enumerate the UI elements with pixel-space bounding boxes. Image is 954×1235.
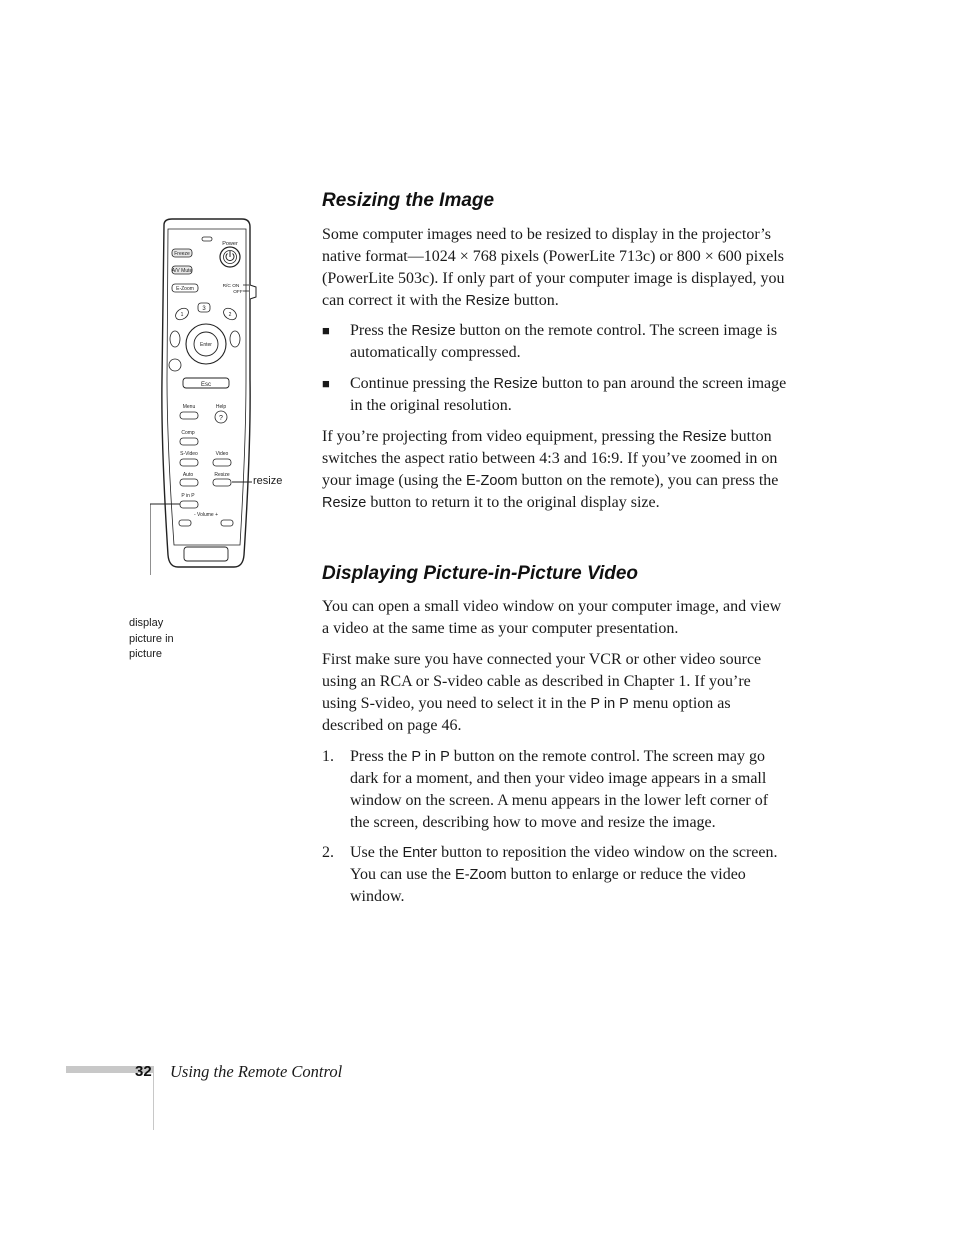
numbered-step: 2. Use the Enter button to reposition the video window on the screen. You can use the E-Zoom button to enlarge or reduce the video window.: [322, 844, 778, 905]
remote-label-volume: - Volume +: [193, 512, 219, 518]
remote-label-off: OFF: [233, 290, 243, 295]
paragraph-resize-intro: Some computer images need to be resized to display in the projector’s native format—1024 × 768 pixels (PowerLite 713c) or 800 × 600 pixels (PowerLite 503c). If only part of your computer image is displayed, you can correct it with the Resize button.: [322, 226, 785, 309]
keyword-e-zoom: E-Zoom: [455, 867, 507, 883]
bullet-item: ■ Press the Resize button on the remote control. The screen image is automatically compressed.: [322, 322, 778, 361]
callout-pinp-line1: display: [129, 617, 164, 629]
keyword-p-in-p: P in P: [590, 696, 629, 712]
callout-display-picture-in-picture: [129, 616, 174, 663]
page-number: 32: [135, 1063, 152, 1080]
footer-divider: [153, 1066, 154, 1130]
paragraph-video-aspect: If you’re projecting from video equipment, pressing the Resize button switches the aspect ratio between 4:3 and 16:9. If you’ve zoomed in on your image (using the E-Zoom button on the remote), you can press the Resize button to return it to the original display size.: [322, 428, 779, 511]
keyword-p-in-p: P in P: [411, 749, 450, 765]
keyword-e-zoom: E-Zoom: [465, 473, 518, 489]
remote-label-power: Power: [222, 241, 238, 247]
keyword-enter: Enter: [402, 845, 438, 861]
remote-label-p-in-p: P in P: [181, 493, 195, 499]
remote-label-rc-on: R/C ON: [222, 284, 240, 289]
keyword-resize: Resize: [493, 376, 538, 392]
remote-help-question-icon: ?: [219, 415, 223, 422]
remote-label-auto: Auto: [182, 472, 194, 478]
remote-label-esc: Esc: [200, 382, 212, 388]
bullet-marker: ■: [322, 323, 330, 338]
callout-pinp-line3: picture: [129, 648, 163, 660]
remote-label-s-video: S-Video: [180, 451, 198, 457]
remote-label-menu: Menu: [182, 404, 196, 410]
bullet-item: ■ Continue pressing the Resize button to pan around the screen image in the original resolution.: [322, 375, 787, 414]
remote-label-enter: Enter: [200, 342, 212, 348]
keyword-resize: Resize: [411, 323, 456, 339]
remote-label-comp: Comp: [181, 430, 195, 436]
remote-label-av-mute: A/V Mute: [171, 268, 193, 274]
paragraph-pip-intro: You can open a small video window on your computer image, and view a video at the same time as your computer presentation.: [322, 598, 782, 637]
section-heading-resizing: Resizing the Image: [322, 190, 495, 211]
keyword-resize: Resize: [465, 293, 510, 309]
step-number: 1.: [322, 748, 334, 765]
callout-resize: resize: [253, 475, 283, 487]
section-heading-pip: Displaying Picture-in-Picture Video: [322, 563, 639, 584]
remote-label-help: Help: [215, 404, 227, 410]
running-footer-title: Using the Remote Control: [170, 1062, 343, 1081]
numbered-step: 1. Press the P in P button on the remote control. The screen may go dark for a moment, and then your video image appears in a small window on the screen. A menu appears in the lower left corner of the screen, describing how to move and resize the image.: [322, 748, 769, 831]
remote-label-num-2: 2: [228, 312, 232, 318]
keyword-resize: Resize: [682, 429, 727, 445]
bullet-marker: ■: [322, 376, 330, 391]
remote-label-video: Video: [215, 451, 229, 457]
remote-label-num-3: 3: [202, 306, 206, 312]
remote-control-illustration: [150, 215, 310, 575]
remote-label-resize: Resize: [214, 472, 230, 478]
remote-label-e-zoom: E-Zoom: [176, 286, 194, 292]
step-number: 2.: [322, 844, 334, 861]
paragraph-pip-setup: First make sure you have connected your VCR or other video source using an RCA or S-video cable as described in Chapter 1. If you’re using S-video, you need to select it in the P in P menu option as described on page 46.: [322, 651, 762, 734]
keyword-resize: Resize: [322, 495, 367, 511]
remote-label-freeze: Freeze: [174, 251, 190, 257]
remote-label-num-1: 1: [180, 312, 184, 318]
callout-pinp-line2: picture in: [129, 632, 174, 645]
